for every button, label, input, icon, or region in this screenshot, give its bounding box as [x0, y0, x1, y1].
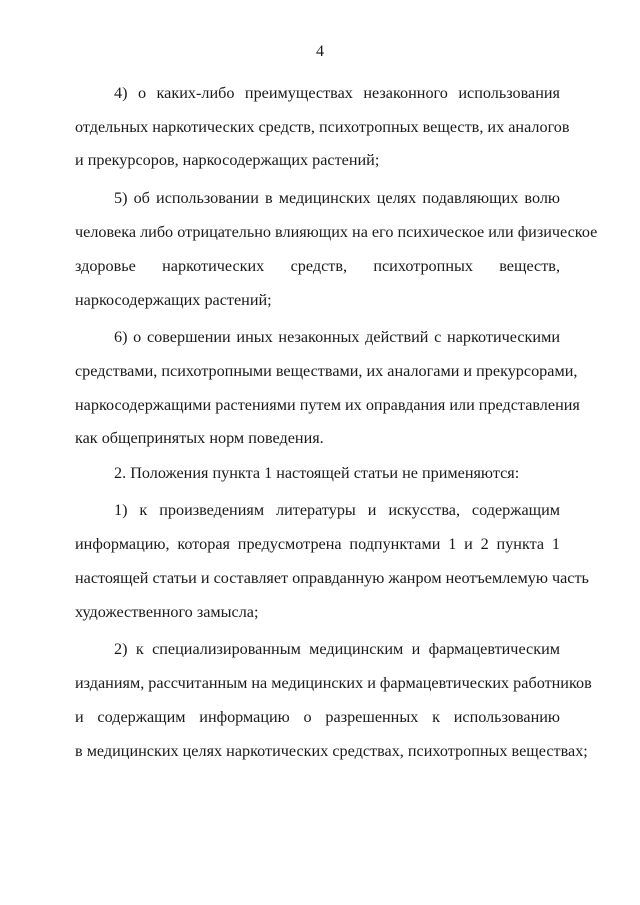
text-line: 2. Положения пункта 1 настоящей статьи не применяются:	[114, 464, 520, 482]
text-line: 5) об использовании в медицинских целях подавляющих волю	[114, 189, 560, 207]
text-line: средствами, психотропными веществами, их аналогами и прекурсорами,	[75, 362, 578, 380]
text-line: и содержащим информацию о разрешенных к использованию	[75, 708, 560, 726]
text-line: настоящей статьи и составляет оправданную жанром неотъемлемую часть	[75, 569, 589, 587]
text-line: наркосодержащих растений;	[75, 291, 272, 309]
text-line: художественного замысла;	[75, 603, 259, 621]
text-line: в медицинских целях наркотических средствах, психотропных веществах;	[75, 742, 588, 760]
text-line: отдельных наркотических средств, психотропных веществ, их аналогов	[75, 118, 570, 136]
text-line: здоровье наркотических средств, психотропных веществ,	[75, 257, 560, 275]
text-line: 6) о совершении иных незаконных действий с наркотическими	[114, 328, 560, 346]
text-line: как общепринятых норм поведения.	[75, 429, 324, 447]
text-line: 2) к специализированным медицинским и фармацевтическим	[114, 640, 560, 658]
text-line: изданиям, рассчитанным на медицинских и фармацевтических работников	[75, 674, 592, 692]
text-line: человека либо отрицательно влияющих на его психическое или физическое	[75, 223, 598, 241]
text-line: 1) к произведениям литературы и искусства, содержащим	[114, 501, 560, 519]
text-line: 4) о каких-либо преимуществах незаконного использования	[114, 84, 560, 102]
text-line: и прекурсоров, наркосодержащих растений;	[75, 151, 380, 169]
page-number: 4	[316, 43, 324, 60]
text-line: информацию, которая предусмотрена подпунктами 1 и 2 пункта 1	[75, 535, 560, 553]
text-line: наркосодержащими растениями путем их оправдания или представления	[75, 396, 580, 414]
